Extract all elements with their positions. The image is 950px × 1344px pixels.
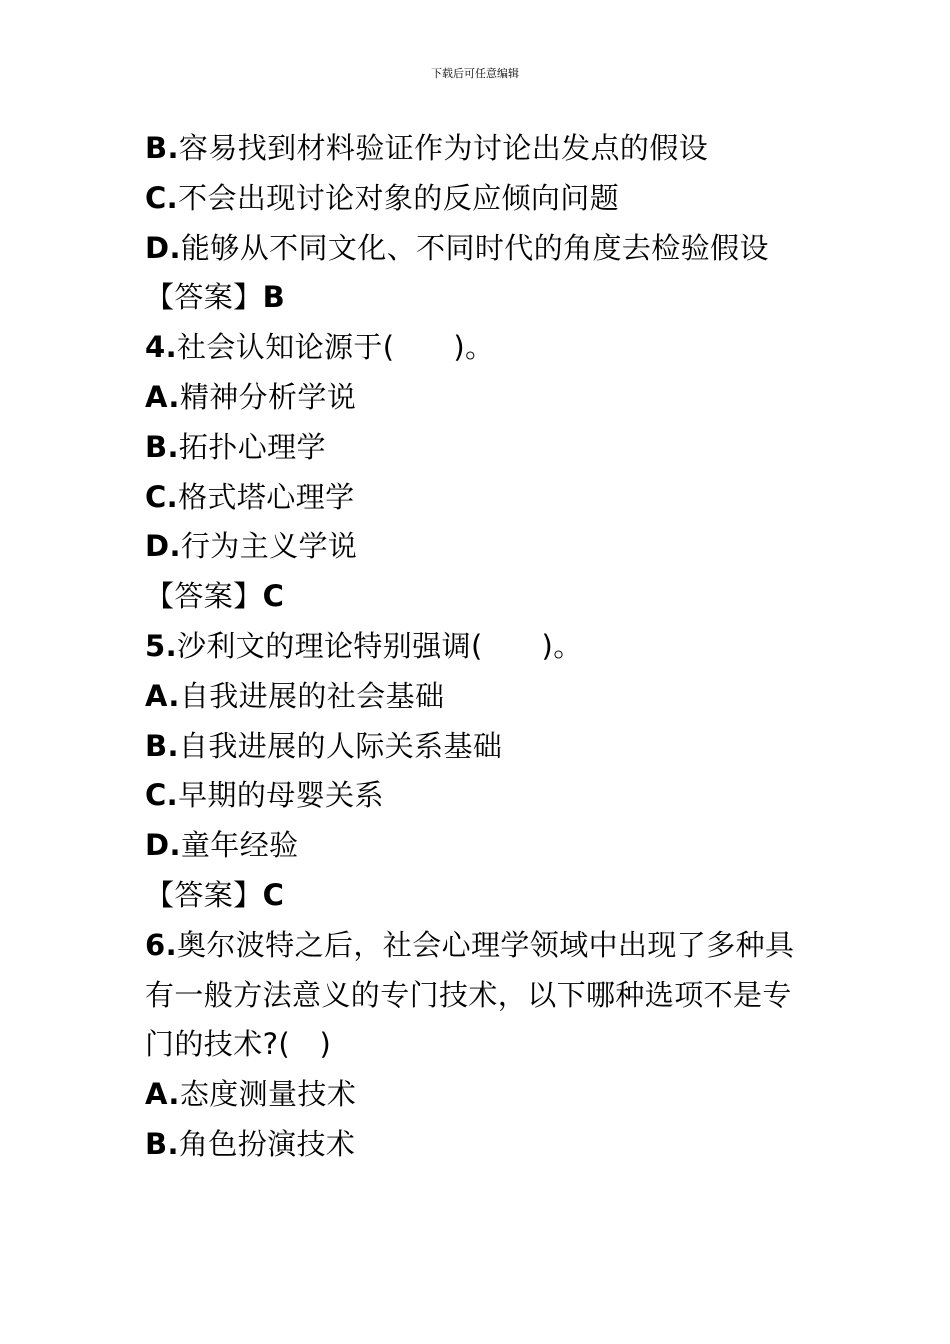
answer-line: 【答案】B	[145, 280, 286, 315]
answer-line: 【答案】C	[145, 579, 285, 614]
document-body	[145, 124, 805, 1170]
option-b: B.自我进展的人际关系基础	[145, 728, 503, 763]
option-d: D.童年经验	[145, 828, 299, 863]
question-6: 6.奥尔波特之后，社会心理学领域中出现了多种具有一般方法意义的专门技术，以下哪种选项不是专门的技术?( )	[145, 927, 795, 1062]
option-a: A.精神分析学说	[145, 379, 357, 414]
answer-line: 【答案】C	[145, 877, 285, 912]
option-c: C.早期的母婴关系	[145, 778, 384, 813]
option-c: C.不会出现讨论对象的反应倾向问题	[145, 180, 620, 215]
option-a: A.态度测量技术	[145, 1077, 357, 1112]
option-d: D.行为主义学说	[145, 529, 358, 564]
option-d: D.能够从不同文化、不同时代的角度去检验假设	[145, 230, 769, 265]
option-b: B.角色扮演技术	[145, 1126, 356, 1161]
option-c: C.格式塔心理学	[145, 479, 355, 514]
option-b: B.拓扑心理学	[145, 429, 326, 464]
option-b: B.容易找到材料验证作为讨论出发点的假设	[145, 131, 709, 165]
option-a: A.自我进展的社会基础	[145, 678, 445, 713]
question-5: 5.沙利文的理论特别强调( )。	[145, 628, 583, 663]
question-4: 4.社会认知论源于( )。	[145, 330, 495, 365]
page-header: 下载后可任意编辑	[431, 67, 519, 80]
